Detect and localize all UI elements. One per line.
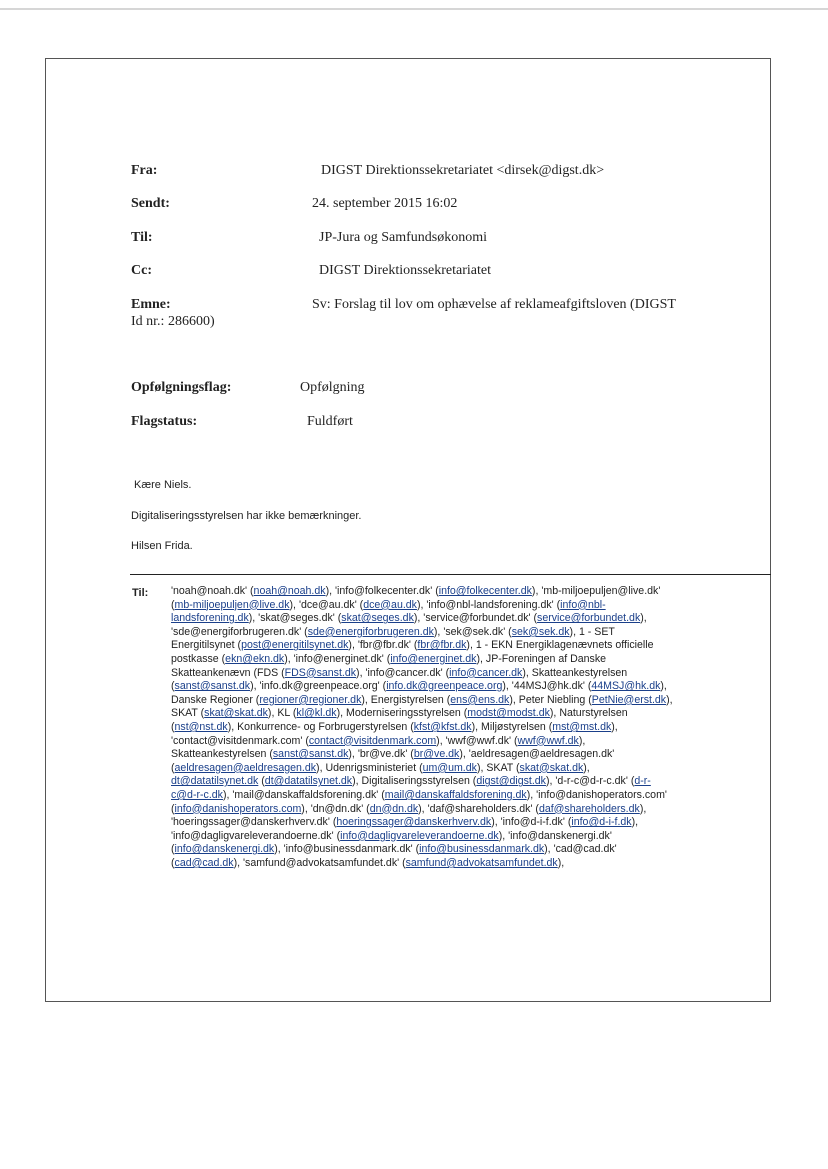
recipient-separator: ), (289, 598, 299, 611)
recipient-name: 'info@danskenergi.dk' ( (171, 829, 612, 856)
recipient-separator: ), (522, 666, 532, 679)
recipient-name: 'noah@noah.dk' ( (171, 585, 254, 597)
recipient-separator: ), (325, 585, 335, 597)
recipient-name: Skatteankestyrelsen ( (171, 748, 273, 761)
recipient-email-link[interactable]: daf@shareholders.dk (538, 802, 640, 815)
recipient-email-link[interactable]: fbr@fbr.dk (417, 639, 467, 652)
recipient-name: 'info@danishoperators.com' ( (171, 788, 667, 815)
recipient-separator: ), (583, 761, 590, 774)
scan-top-edge (0, 8, 828, 10)
recipient-email-link[interactable]: 44MSJ@hk.dk (591, 680, 661, 693)
recipient-name: '44MSJ@hk.dk' ( (511, 680, 592, 693)
recipient-email-link[interactable]: skat@skat.dk (519, 761, 584, 774)
recipient-separator: ), (336, 707, 346, 720)
recipient-email-link[interactable]: ens@ens.dk (450, 693, 510, 706)
cc-label: Cc: (131, 263, 152, 278)
recipient-separator: ), (660, 680, 667, 693)
recipient-name: Peter Niebling ( (518, 693, 592, 706)
recipient-name: 'mb-miljoepuljen@live.dk' ( (171, 585, 661, 611)
to-value: JP-Jura og Samfundsøkonomi (319, 230, 487, 245)
recipient-email-link[interactable]: nst@nst.dk (174, 720, 228, 733)
recipient-email-link[interactable]: modst@modst.dk (467, 707, 550, 720)
recipient-email-link[interactable]: um@um.dk (422, 761, 477, 774)
recipient-email-link[interactable]: info@folkecenter.dk (438, 585, 532, 597)
recipient-name: 'daf@shareholders.dk' ( (427, 802, 539, 815)
recipient-separator: ), (666, 693, 673, 706)
recipient-name: SKAT ( (486, 761, 520, 774)
recipient-name: 'br@ve.dk' ( (357, 748, 414, 761)
recipient-separator: ), (233, 856, 243, 869)
recipient-email-link[interactable]: wwf@wwf.dk (517, 734, 579, 747)
recipient-separator: ), (476, 652, 486, 665)
recipient-separator: ), (356, 666, 366, 679)
recipient-email-link[interactable]: info@dagligvareleverandoerne.dk (340, 829, 499, 842)
recipient-email-link[interactable]: samfund@advokatsamfundet.dk (405, 856, 558, 869)
recipient-name: 'samfund@advokatsamfundet.dk' ( (243, 856, 406, 869)
recipient-email-link[interactable]: FDS@sanst.dk (284, 666, 357, 679)
followup-flag-value: Opfølgning (300, 380, 365, 395)
recipient-separator: ), (248, 612, 259, 625)
recipient-name: 'info@energinet.dk' ( (293, 652, 391, 665)
recipient-separator: ), (316, 761, 326, 774)
recipient-separator: ), (491, 816, 501, 829)
recipient-separator: ), (639, 802, 647, 815)
recipient-separator: ), (569, 625, 579, 638)
recipient-separator: ), (631, 816, 639, 829)
recipient-email-link[interactable]: service@forbundet.dk (537, 612, 641, 625)
recipient-name: 'fbr@fbr.dk' ( (357, 639, 418, 652)
recipient-separator: ), (267, 707, 278, 720)
recipient-email-link[interactable]: hoeringssager@danskerhverv.dk (336, 816, 492, 829)
recipient-name: Konkurrence- og Forbrugerstyrelsen ( (237, 720, 414, 733)
recipient-email-link[interactable]: sek@sek.dk (511, 625, 570, 638)
recipient-separator: ), (418, 802, 428, 815)
recipient-separator: ), (227, 720, 238, 733)
recipient-name: Naturstyrelsen ( (171, 707, 628, 733)
sent-label: Sendt: (131, 196, 170, 211)
recipient-email-link[interactable]: digst@digst.dk (476, 775, 546, 788)
recipient-name: 'sde@energiforbrugeren.dk' ( (171, 625, 308, 638)
recipient-email-link[interactable]: info.dk@greenpeace.org (386, 680, 503, 693)
recipient-separator: ), (509, 693, 519, 706)
recipient-name: Digitaliseringsstyrelsen ( (361, 775, 477, 788)
recipient-email-link[interactable]: info@nbl-landsforening.dk (171, 598, 606, 625)
recipient-email-link[interactable]: info@cancer.dk (449, 666, 523, 679)
recipient-separator: ), (361, 693, 371, 706)
flag-status-value: Fuldført (307, 414, 353, 429)
recipient-name: 'info@businessdanmark.dk' ( (283, 843, 420, 856)
recipient-separator: ), (544, 843, 554, 856)
recipient-separator: ), (436, 734, 446, 747)
recipient-email-link[interactable]: contact@visitdenmark.com (308, 734, 437, 747)
recipient-email-link[interactable]: PetNie@erst.dk (591, 693, 667, 706)
recipient-name: 'info@dagligvareleverandoerne.dk' ( (171, 829, 341, 842)
recipient-email-link[interactable]: dt@datatilsynet.dk (171, 775, 259, 788)
recipient-separator: ), (549, 707, 560, 720)
signoff: Hilsen Frida. (131, 540, 193, 552)
from-label: Fra: (131, 163, 158, 178)
recipient-separator: ), (502, 680, 512, 693)
recipient-name: ( (261, 775, 265, 788)
recipient-separator: ), (498, 829, 509, 842)
recipient-name: Energistyrelsen ( (370, 693, 451, 706)
recipient-name: 'aeldresagen@aeldresagen.dk' ( (171, 748, 615, 774)
recipient-email-link[interactable]: mst@mst.dk (552, 720, 612, 733)
recipient-name: KL ( (277, 707, 297, 720)
to-label: Til: (131, 230, 153, 245)
recipient-name: 1 - SET Energitilsynet ( (171, 625, 615, 652)
recipient-separator: ), (557, 856, 565, 869)
recipient-separator: ), (640, 612, 647, 625)
followup-flag-label: Opfølgningsflag: (131, 380, 232, 395)
greeting: Kære Niels. (134, 479, 192, 491)
recipient-name: 'service@forbundet.dk' ( (423, 612, 538, 625)
recipient-name: Moderniseringsstyrelsen ( (346, 707, 468, 720)
recipient-separator: ), (433, 625, 444, 638)
recipient-separator: ), (413, 612, 424, 625)
from-value: DIGST Direktionssekretariatet <dirsek@digst.dk> (321, 163, 605, 178)
recipient-separator: ), (274, 843, 284, 856)
recipient-separator: ), (348, 748, 358, 761)
recipient-name: 'info.dk@greenpeace.org' ( (259, 680, 387, 693)
recipient-separator: ), (466, 639, 476, 652)
recipient-name: Skatteankestyrelsen ( (171, 666, 628, 693)
recipient-separator: ), (416, 598, 427, 611)
recipient-separator: ), (578, 734, 586, 747)
recipient-name: 'dce@au.dk' ( (298, 598, 364, 611)
recipient-email-link[interactable]: dt@datatilsynet.dk (264, 775, 353, 788)
recipient-name: 'mail@danskaffaldsforening.dk' ( (232, 788, 385, 801)
recipient-email-link[interactable]: br@ve.dk (413, 748, 460, 761)
recipient-email-link[interactable]: sanst@sanst.dk (272, 748, 349, 761)
recipient-email-link[interactable]: mail@danskaffaldsforening.dk (384, 788, 527, 801)
recipient-separator: ), (284, 652, 294, 665)
recipient-separator: ), (611, 720, 618, 733)
recipient-email-link[interactable]: info@d-i-f.dk (571, 816, 632, 829)
recipient-email-link[interactable]: ekn@ekn.dk (225, 652, 285, 665)
recipient-separator: ), (531, 585, 542, 597)
recipient-name: 'contact@visitdenmark.com' ( (171, 734, 309, 747)
recipient-email-link[interactable]: info@businessdanmark.dk (419, 843, 545, 856)
recipients-list (171, 585, 676, 870)
recipient-separator: ), (348, 639, 358, 652)
recipient-name: JP-Foreningen af Danske Skatteankenævn (FDS ( (171, 652, 607, 679)
recipient-name: 'info@cancer.dk' ( (365, 666, 450, 679)
recipient-name: 'dn@dn.dk' ( (310, 802, 370, 815)
recipient-email-link[interactable]: kl@kl.dk (296, 707, 337, 720)
recipient-email-link[interactable]: d-r-c@d-r-c.dk (171, 775, 651, 801)
recipient-email-link[interactable]: dn@dn.dk (369, 802, 419, 815)
subject-value: Sv: Forslag til lov om ophævelse af reklameafgiftsloven (DIGST (312, 297, 676, 312)
recipient-email-link[interactable]: regioner@regioner.dk (259, 693, 362, 706)
message-text: Digitaliseringsstyrelsen har ikke bemærkninger. (131, 510, 362, 522)
recipient-name: Miljøstyrelsen ( (481, 720, 553, 733)
quoted-divider (130, 574, 771, 575)
recipient-name: Udenrigsministeriet ( (325, 761, 423, 774)
sent-value: 24. september 2015 16:02 (312, 196, 458, 211)
recipient-separator: ), (476, 761, 487, 774)
recipient-name: 'wwf@wwf.dk' ( (445, 734, 518, 747)
recipient-separator: ), (459, 748, 469, 761)
recipient-email-link[interactable]: sde@energiforbrugeren.dk (307, 625, 434, 638)
cc-value: DIGST Direktionssekretariatet (319, 263, 491, 278)
recipient-email-link[interactable]: skat@seges.dk (341, 612, 414, 625)
recipient-name: 'info@folkecenter.dk' ( (335, 585, 439, 597)
recipient-separator: ), (545, 775, 556, 788)
recipient-email-link[interactable]: info@energinet.dk (390, 652, 477, 665)
recipient-separator: ), (471, 720, 482, 733)
recipient-name: 'info@nbl-landsforening.dk' ( (426, 598, 561, 611)
recipient-name: 'cad@cad.dk' ( (171, 843, 617, 869)
subject-id-number: Id nr.: 286600) (131, 314, 215, 329)
recipient-separator: ), (222, 788, 233, 801)
recipient-email-link[interactable]: cad@cad.dk (174, 856, 234, 869)
recipient-separator: ), (301, 802, 311, 815)
recipient-email-link[interactable]: aeldresagen@aeldresagen.dk (174, 761, 317, 774)
recipients-label: Til: (132, 587, 149, 599)
recipient-email-link[interactable]: post@energitilsynet.dk (241, 639, 349, 652)
recipient-separator: ), (352, 775, 362, 788)
subject-label: Emne: (131, 297, 171, 312)
recipient-email-link[interactable]: skat@skat.dk (204, 707, 268, 720)
recipient-name: Danske Regioner ( (171, 693, 260, 706)
recipient-name: 'sek@sek.dk' ( (443, 625, 512, 638)
recipient-email-link[interactable]: kfst@kfst.dk (413, 720, 472, 733)
recipient-email-link[interactable]: info@danishoperators.com (174, 802, 302, 815)
recipient-name: 'hoeringssager@danskerhverv.dk' ( (171, 816, 337, 829)
recipient-name: 1 - EKN Energiklagenævnets officielle postkasse ( (171, 639, 654, 665)
recipient-email-link[interactable]: noah@noah.dk (253, 585, 326, 597)
recipient-email-link[interactable]: sanst@sanst.dk (174, 680, 251, 693)
flag-status-label: Flagstatus: (131, 414, 198, 429)
recipient-separator: ), (526, 788, 537, 801)
recipient-separator: ), (250, 680, 260, 693)
recipient-name: SKAT ( (171, 707, 205, 720)
recipient-name: 'info@d-i-f.dk' ( (500, 816, 572, 829)
recipient-name: 'd-r-c@d-r-c.dk' ( (555, 775, 635, 788)
recipient-email-link[interactable]: dce@au.dk (363, 598, 417, 611)
recipient-email-link[interactable]: info@danskenergi.dk (174, 843, 275, 856)
recipient-name: 'skat@seges.dk' ( (258, 612, 342, 625)
recipient-email-link[interactable]: mb-miljoepuljen@live.dk (174, 598, 290, 611)
